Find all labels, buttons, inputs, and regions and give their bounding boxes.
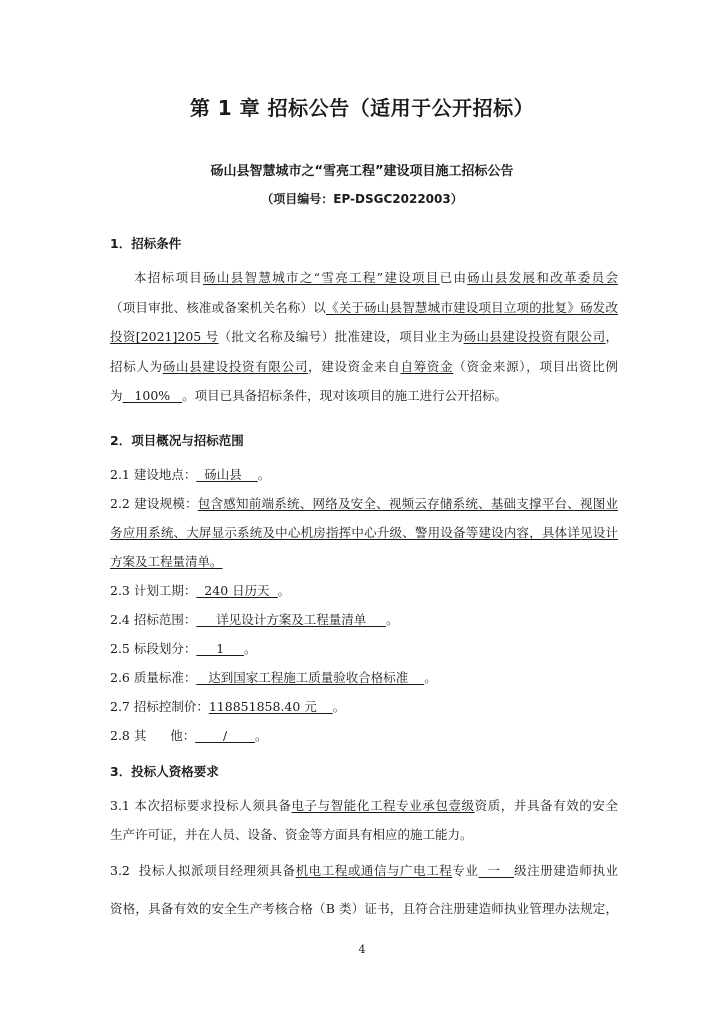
item-end: 。 (424, 670, 437, 685)
item-text: 3.1 本次招标要求投标人须具备 (110, 798, 292, 813)
s1-line-3 (110, 327, 618, 345)
construction-site: 砀山县 (196, 467, 258, 482)
control-price: 118851858.40 元 (208, 699, 333, 714)
s1-line-2 (110, 298, 618, 316)
item-end: 。 (255, 728, 268, 743)
item-end: 。 (332, 699, 346, 714)
engineer-specialty: 机电工程或通信与广电工程 (295, 863, 453, 878)
s1-text: （项目审批、核准或备案机关名称）以 (110, 300, 326, 315)
item-text: 3.2 投标人拟派项目经理须具备 (110, 863, 296, 878)
qualification-required: 电子与智能化工程专业承包壹级 (291, 798, 475, 813)
s1-text: 。项目已具备招标条件，现对该项目的施工进行公开招标。 (182, 388, 508, 403)
project-name: 砀山县智慧城市之“雪亮工程”建设项目 (203, 270, 440, 285)
item-2-5 (110, 639, 618, 657)
s1-line-5 (110, 386, 618, 404)
notice-title: 砀山县智慧城市之“雪亮工程”建设项目施工招标公告 (210, 164, 514, 179)
section-2-heading: 2．项目概况与招标范围 (110, 433, 244, 448)
project-number: （项目编号：EP-DSGC2022003） (261, 192, 463, 206)
s1-text: ， (605, 329, 618, 344)
fund-source: 自筹资金 (400, 359, 454, 374)
item-label: 2.8 其 他： (110, 728, 196, 743)
item-text: 专业 (452, 863, 479, 878)
item-3-1 (110, 796, 618, 814)
item-3-2-cont (110, 899, 618, 917)
approval-authority: 砀山县发展和改革委员会 (467, 270, 618, 285)
lot-division: 1 (196, 641, 245, 656)
approval-number: 投资[2021]205 号 (110, 329, 219, 344)
s1-text: 为 (110, 388, 123, 403)
item-label: 2.6 质量标准： (110, 670, 197, 685)
item-end: 。 (257, 467, 271, 482)
item-2-2 (110, 494, 618, 512)
construction-scale-1: 包含感知前端系统、网络及安全、视频云存储系统、基础支撑平台、视图业 (197, 496, 618, 511)
chapter-title: 第 1 章 招标公告（适用于公开招标） (189, 96, 535, 120)
item-text: 资格，具备有效的安全生产考核合格（B 类）证书，且符合注册建造师执业管理办法规定， (110, 901, 618, 916)
item-label: 2.3 计划工期： (110, 583, 197, 598)
s1-line-1 (110, 268, 618, 286)
item-end: 。 (386, 612, 399, 627)
quality-standard: 达到国家工程施工质量验收合格标准 (196, 670, 425, 685)
item-label: 2.1 建设地点： (110, 467, 197, 482)
item-label: 2.7 招标控制价： (110, 699, 209, 714)
s1-text: 本招标项目 (134, 270, 204, 285)
item-2-8 (110, 726, 618, 744)
item-2-2-cont (110, 523, 618, 541)
item-2-2-end (110, 552, 618, 570)
project-owner: 砀山县建设投资有限公司 (463, 329, 606, 344)
s1-text: 招标人为 (110, 359, 163, 374)
item-end: 。 (277, 583, 291, 598)
construction-scale-2: 务应用系统、大屏显示系统及中心机房指挥中心升级、警用设备等建设内容，具体详见设计 (110, 525, 618, 540)
s1-line-4 (110, 357, 618, 375)
item-2-3 (110, 581, 618, 599)
item-2-6 (110, 668, 618, 686)
s1-text: （批文名称及编号）批准建设，项目业主为 (218, 329, 464, 344)
page-number: 4 (358, 943, 366, 956)
item-label: 2.4 招标范围： (110, 612, 197, 627)
bidding-scope: 详见设计方案及工程量清单 (196, 612, 387, 627)
item-3-2 (110, 861, 618, 879)
tenderer: 砀山县建设投资有限公司 (162, 359, 309, 374)
item-label: 2.2 建设规模： (110, 496, 198, 511)
other: / (195, 728, 256, 743)
s1-text: 已由 (439, 270, 468, 285)
investment-ratio: 100% (122, 388, 183, 403)
section-3-heading: 3．投标人资格要求 (110, 764, 219, 779)
approval-document: 《关于砀山县智慧城市建设项目立项的批复》砀发改 (325, 300, 618, 315)
section-1-heading: 1．招标条件 (110, 236, 182, 251)
construction-scale-3: 方案及工程量清单。 (110, 554, 223, 569)
construction-period: 240 日历天 (196, 583, 278, 598)
item-text: 资质，并具备有效的安全 (474, 798, 618, 813)
item-2-4 (110, 610, 618, 628)
item-2-7 (110, 697, 618, 715)
item-text: 级注册建造师执业 (514, 863, 618, 878)
item-3-1-cont (110, 825, 618, 843)
engineer-grade: 一 (478, 863, 515, 878)
item-2-1 (110, 465, 618, 483)
s1-text: ，建设资金来自 (308, 359, 401, 374)
item-text: 生产许可证，并在人员、设备、资金等方面具有相应的施工能力。 (110, 827, 473, 842)
s1-text: （资金来源），项目出资比例 (453, 359, 618, 374)
item-label: 2.5 标段划分： (110, 641, 197, 656)
item-end: 。 (244, 641, 257, 656)
